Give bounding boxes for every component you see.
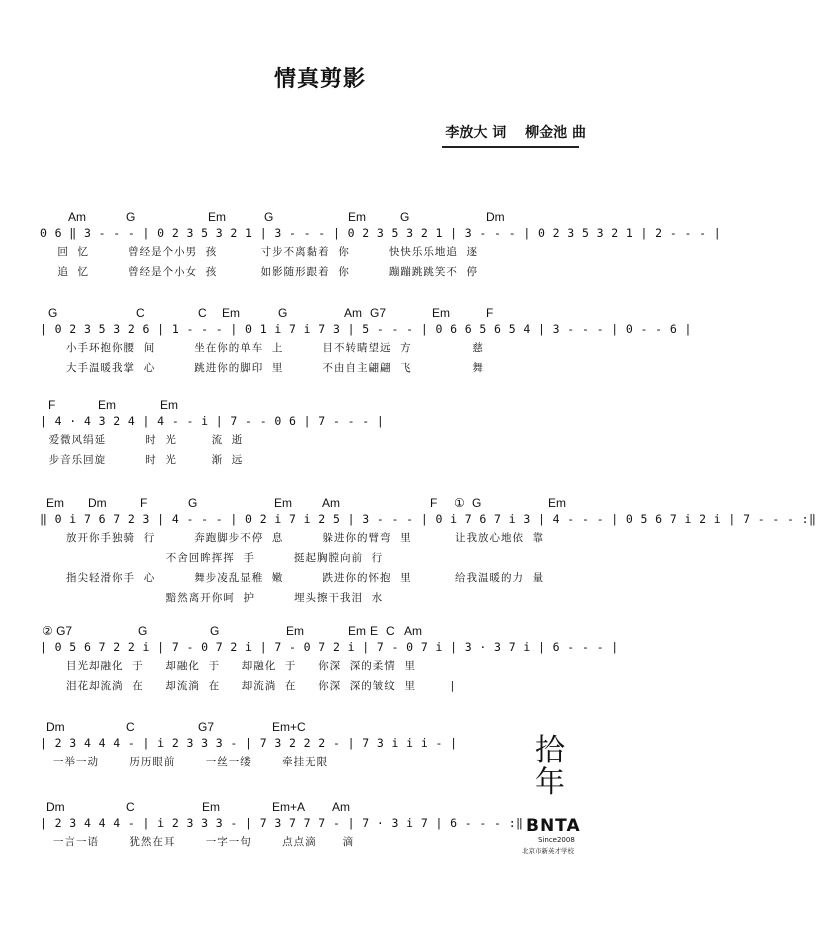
notation-line: | 2 3 4 4 4 - | i 2 3 3 3 - | 7 3 2 2 2 - | 7 3 i i i - | [40, 736, 458, 750]
chord-symbol: G7 [370, 306, 387, 320]
chord-symbol: G [400, 210, 410, 224]
lyric-line: 追 忆 曾经是个小女 孩 如影随形跟着 你 蹦蹦跳跳笑不 停 [40, 266, 479, 278]
chord-symbol: Em+C [272, 720, 306, 734]
lyric-line: 步音乐回旋 时 光 渐 远 [40, 454, 244, 466]
chord-symbol: Am [332, 800, 350, 814]
chord-symbol: F [430, 496, 438, 510]
lyricist: 李放大 词 [445, 125, 507, 141]
lyric-line: 爱微风绢延 时 光 流 逝 [40, 434, 244, 446]
chord-symbol: Em [286, 624, 304, 638]
chord-symbol: G [48, 306, 58, 320]
notation-line: | 0 5 6 7 2 2 i | 7 - 0 7 2 i | 7 - 0 7 2 i | 7 - 0 7 i | 3 · 3 7 i | 6 - - - | [40, 640, 619, 654]
logo-char-2: 年 [535, 765, 565, 800]
chord-line [40, 496, 600, 512]
chord-symbol: Dm [486, 210, 505, 224]
chord-symbol: C [136, 306, 145, 320]
credits [431, 122, 586, 142]
chord-symbol: Em+A [272, 800, 306, 814]
lyric-line: 目光却融化 于 却融化 于 却融化 于 你深 深的柔情 里 [40, 660, 416, 672]
chord-symbol: Am [68, 210, 86, 224]
lyric-line: 不舍回眸挥挥 手 挺起胸膛向前 行 [40, 552, 384, 564]
chord-symbol: G [264, 210, 274, 224]
score-system [40, 624, 619, 698]
logo-char-1: 拾 [535, 733, 565, 768]
chord-symbol: Em [208, 210, 226, 224]
school-name: 北京市新英才学校 [522, 847, 574, 855]
credit-underline [442, 146, 579, 148]
chord-symbol: F [48, 398, 56, 412]
score-system [40, 720, 600, 774]
lyric-line: 回 忆 曾经是个小男 孩 寸步不离黏着 你 快快乐乐地追 逐 [40, 246, 479, 258]
score-system [40, 306, 692, 380]
score-system [40, 210, 722, 284]
chord-symbol: G [472, 496, 482, 510]
chord-symbol: Em [274, 496, 292, 510]
lyric-line: 泪花却流淌 在 却流淌 在 却流淌 在 你深 深的皱纹 里 | [40, 680, 456, 692]
chord-symbol: F [486, 306, 494, 320]
score-system [40, 398, 600, 472]
chord-symbol: G [188, 496, 198, 510]
chord-symbol: C [198, 306, 207, 320]
chord-symbol: Em [98, 398, 116, 412]
chord-symbol: Em [202, 800, 220, 814]
chord-symbol: Dm [46, 800, 65, 814]
chord-symbol: Dm [46, 720, 65, 734]
chord-symbol: G [210, 624, 220, 638]
chord-symbol: Am [344, 306, 362, 320]
lyric-line: 大手温暖我掌 心 跳进你的脚印 里 不由自主翩翩 飞 舞 [40, 362, 484, 374]
chord-symbol: C [126, 720, 135, 734]
chord-symbol: F [140, 496, 148, 510]
chord-line [40, 306, 600, 322]
notation-line: | 2 3 4 4 4 - | i 2 3 3 3 - | 7 3 7 7 7 - | 7 · 3 i 7 | 6 - - - :‖ [40, 816, 524, 830]
chord-line [40, 624, 600, 640]
score-system [40, 496, 816, 610]
lyric-line: 小手环抱你腰 间 坐在你的单车 上 目不转睛望远 方 慈 [40, 342, 484, 354]
notation-line: | 4 · 4 3 2 4 | 4 - - i | 7 - - 0 6 | 7 - - - | [40, 414, 385, 428]
chord-symbol: G [278, 306, 288, 320]
chord-symbol: Am [404, 624, 422, 638]
score-system [40, 800, 600, 854]
notation-line: | 0 2 3 5 3 2 6 | 1 - - - | 0 1 i 7 i 7 3 | 5 - - - | 0 6 6 5 6 5 4 | 3 - - - | 0 - - 6 | [40, 322, 692, 336]
chord-symbol: Em [348, 210, 366, 224]
notation-line: 0 6 ‖ 3 - - - | 0 2 3 5 3 2 1 | 3 - - - | 0 2 3 5 3 2 1 | 3 - - - | 0 2 3 5 3 2 1 | 2 - - - | [40, 226, 722, 240]
chord-symbol: Em [222, 306, 240, 320]
chord-symbol: C [126, 800, 135, 814]
chord-symbol: Am [322, 496, 340, 510]
logo-calligraphy [530, 735, 570, 799]
lyric-line: 一言一语 犹然在耳 一字一句 点点滴 滴 [40, 836, 355, 848]
lyric-line: 一举一动 历历眼前 一丝一缕 牵挂无限 [40, 756, 329, 768]
lyric-line: 黯然离开你呵 护 埋头擦干我泪 水 [40, 592, 384, 604]
chord-symbol: Em [160, 398, 178, 412]
chord-symbol: G7 [198, 720, 215, 734]
song-title: 情真剪影 [273, 67, 366, 92]
brand-since: Since2008 [538, 836, 575, 844]
chord-symbol: Em [46, 496, 64, 510]
lyric-line: 指尖轻滑你手 心 舞步凌乱显稚 嫩 跌进你的怀抱 里 给我温暖的力 量 [40, 572, 545, 584]
chord-symbol: Em [432, 306, 450, 320]
brand-name: BNTA [526, 816, 581, 836]
chord-line [40, 398, 600, 414]
chord-symbol: Em [348, 624, 366, 638]
chord-symbol: G [138, 624, 148, 638]
chord-symbol: C [386, 624, 395, 638]
chord-symbol: G [126, 210, 136, 224]
chord-line [40, 800, 600, 816]
notation-line: ‖ 0 i 7 6 7 2 3 | 4 - - - | 0 2 i 7 i 2 5 | 3 - - - | 0 i 7 6 7 i 3 | 4 - - - | 0 5 6 7 i 2 i | 7 - - - :‖ [40, 512, 816, 526]
lyric-line: 放开你手独骑 行 奔跑脚步不停 息 躲进你的臂弯 里 让我放心地依 靠 [40, 532, 545, 544]
chord-symbol: ① [454, 496, 465, 510]
chord-line [40, 720, 600, 736]
chord-line [40, 210, 600, 226]
chord-symbol: E [370, 624, 379, 638]
chord-symbol: Dm [88, 496, 107, 510]
chord-symbol: ② G7 [42, 624, 73, 638]
composer: 柳金池 曲 [525, 125, 586, 141]
chord-symbol: Em [548, 496, 566, 510]
